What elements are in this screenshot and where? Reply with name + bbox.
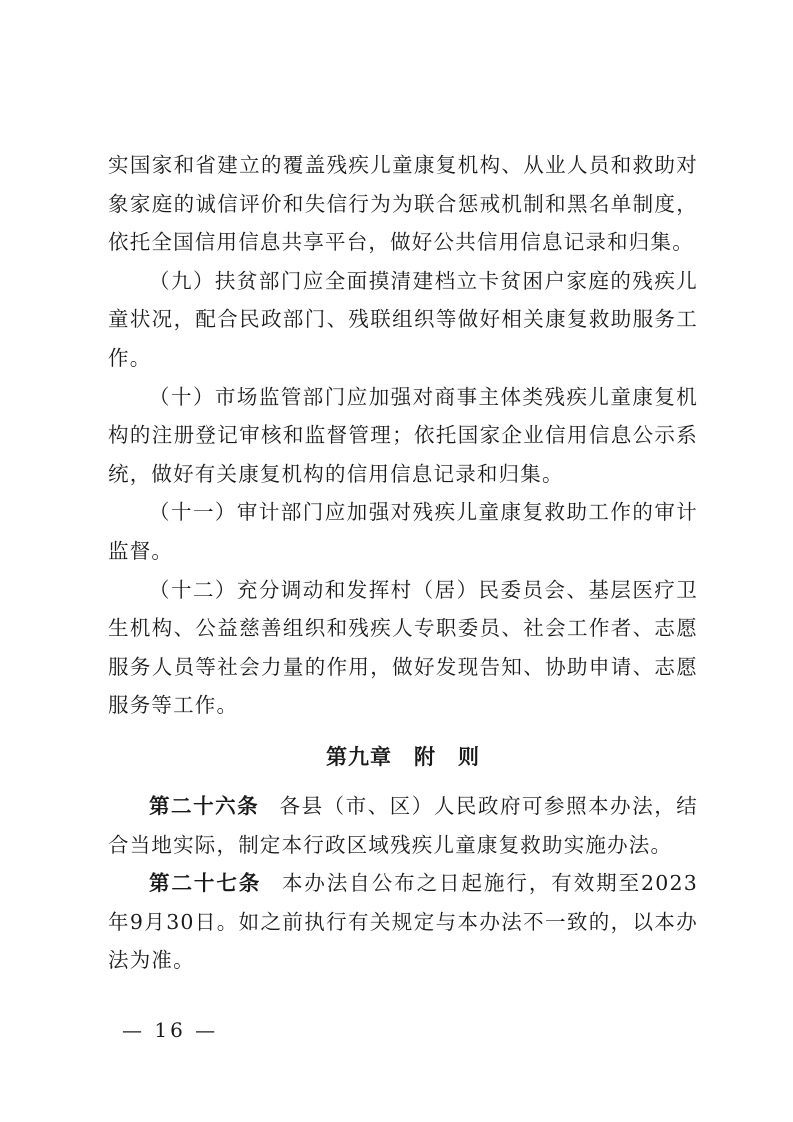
body-text [108, 146, 698, 980]
paragraph-continued: 实国家和省建立的覆盖残疾儿童康复机构、从业人员和救助对象家庭的诚信评价和失信行为为联合惩戒机制和黑名单制度，依托全国信用信息共享平台，做好公共信用信息记录和归集。 [108, 153, 698, 255]
article-27 [108, 864, 698, 980]
article-26 [108, 787, 698, 864]
paragraph-item-10: （十）市场监管部门应加强对商事主体类残疾儿童康复机构的注册登记审核和监督管理；依托国家企业信用信息公示系统，做好有关康复机构的信用信息记录和归集。 [108, 384, 698, 486]
page-number: — 16 — [122, 1018, 219, 1042]
chapter-number: 第九章 [326, 743, 392, 769]
paragraph-item-11: （十一）审计部门应加强对残疾儿童康复救助工作的审计监督。 [108, 500, 698, 563]
paragraph-item-12: （十二）充分调动和发挥村（居）民委员会、基层医疗卫生机构、公益慈善组织和残疾人专职委员、社会工作者、志愿服务人员等社会力量的作用，做好发现告知、协助申请、志愿服务等工作。 [108, 577, 698, 718]
article-number: 第二十六条 [149, 793, 260, 818]
chapter-heading [108, 737, 698, 777]
paragraph-item-9: （九）扶贫部门应全面摸清建档立卡贫困户家庭的残疾儿童状况，配合民政部门、残联组织等做好相关康复救助服务工作。 [108, 268, 698, 370]
article-number: 第二十七条 [149, 871, 262, 896]
chapter-title: 附 则 [414, 743, 480, 769]
article-text: 本办法自公布之日起施行，有效期至2023年9月30日。如之前执行有关规定与本办法不一致的，以本办法为准。 [108, 871, 699, 973]
article-text: 各县（市、区）人民政府可参照本办法，结合当地实际，制定本行政区域残疾儿童康复救助实施办法。 [108, 793, 698, 857]
